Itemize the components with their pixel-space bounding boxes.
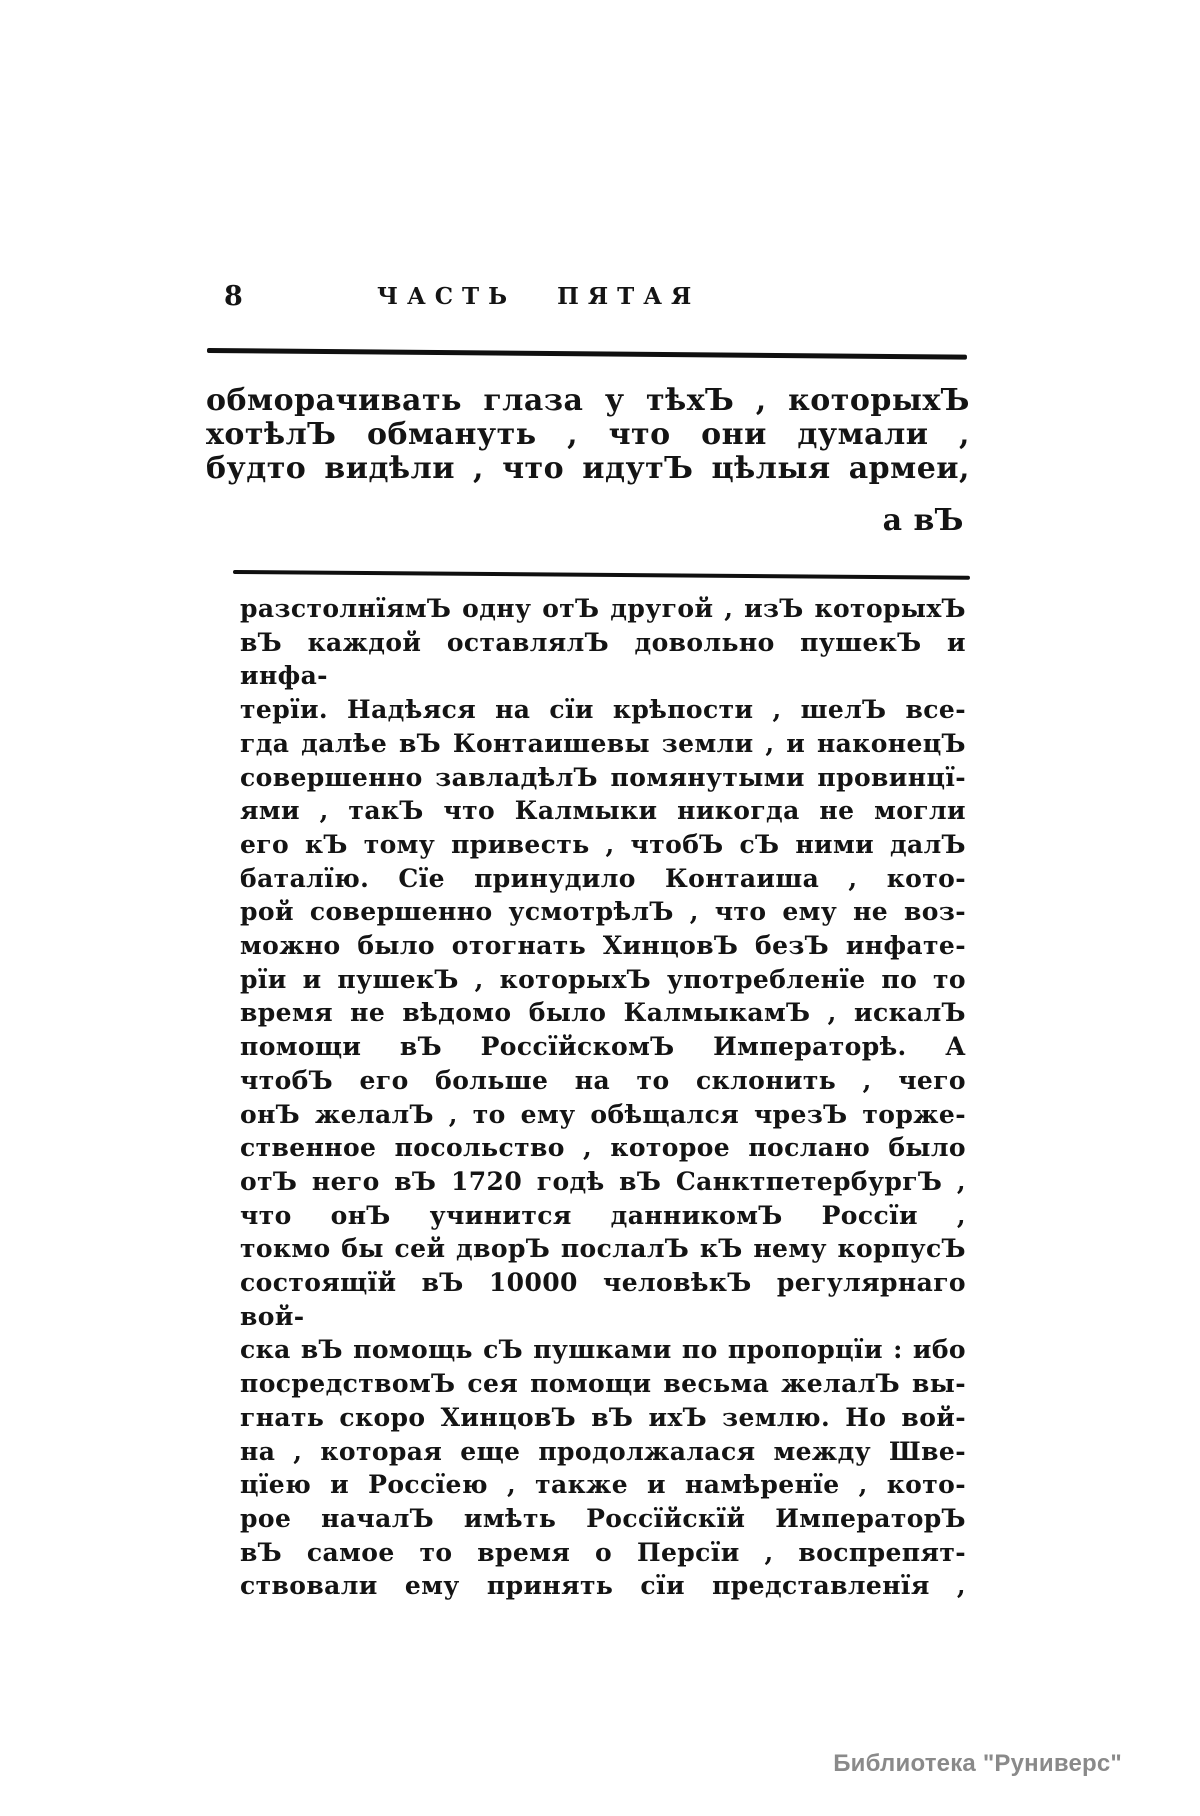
text-line: чтобЪ его больше на то склонить , чего — [240, 1065, 966, 1095]
catchword-line: а вЪ — [882, 503, 964, 538]
text-line: время не вѣдомо было КалмыкамЪ , искалЪ — [240, 998, 966, 1028]
text-line: будто видѣли , что идутЪ цѣлыя армеи, — [206, 451, 970, 486]
text-line: вЪ каждой оставлялЪ довольно пушекЪ и инфа- — [240, 627, 966, 691]
text-line: рїи и пушекЪ , которыхЪ употребленїе по то — [240, 964, 966, 994]
text-line: можно было отогнать ХинцовЪ безЪ инфате- — [240, 931, 966, 961]
text-line: хотѣлЪ обмануть , что они думали , — [206, 417, 970, 452]
footnote-divider-rule — [233, 570, 970, 580]
text-line: ска вЪ помощь сЪ пушками по пропорцїи : ибо — [240, 1335, 966, 1365]
text-line: гнать скоро ХинцовЪ вЪ ихЪ землю. Но вой- — [240, 1402, 966, 1432]
text-line: вЪ самое то время о Персїи , воспрепят- — [240, 1537, 966, 1567]
text-line: цїею и Россїею , также и намѣренїе , кото- — [240, 1470, 966, 1500]
text-line: онЪ желалЪ , то ему обѣщался чрезЪ торже- — [240, 1099, 966, 1129]
text-line: ственное посольство , которое послано было — [240, 1133, 966, 1163]
text-line: помощи вЪ РоссїйскомЪ Императорѣ. А — [240, 1032, 966, 1062]
text-line: терїи. Надѣяся на сїи крѣпости , шелЪ все- — [240, 695, 966, 725]
text-line: его кЪ тому привесть , чтобЪ сЪ ними далЪ — [240, 829, 966, 859]
text-line: токмо бы сей дворЪ послалЪ кЪ нему корпусЪ — [240, 1234, 966, 1264]
text-line: совершенно завладѣлЪ помянутыми провинцї- — [240, 762, 966, 792]
header-divider-rule — [207, 348, 967, 360]
main-text-block — [206, 384, 970, 486]
text-line: обморачивать глаза у тѣхЪ , которыхЪ — [206, 383, 970, 418]
text-line: гда далѣе вЪ Контаишевы земли , и наконецЪ — [240, 728, 966, 758]
text-line: посредствомЪ сея помощи весьма желалЪ вы- — [240, 1369, 966, 1399]
text-line: ями , такЪ что Калмыки никогда не могли — [240, 796, 966, 826]
running-head-part-title: ЧАСТЬ ПЯТАЯ — [377, 283, 701, 310]
text-line: на , которая еще продолжалася между Шве- — [240, 1436, 966, 1466]
footnote-block — [240, 592, 966, 1603]
text-line: баталїю. Сїе принудило Контаиша , кото- — [240, 863, 966, 893]
text-line: рой совершенно усмотрѣлЪ , что ему не воз- — [240, 897, 966, 927]
library-watermark: Библиотека "Руниверс" — [833, 1750, 1122, 1777]
text-line: рое началЪ имѣть Россїйскїй ИмператорЪ — [240, 1503, 966, 1533]
text-line: ствовали ему принять сїи представленїя , — [240, 1571, 966, 1601]
text-line: отЪ него вЪ 1720 годѣ вЪ СанктпетербургЪ , — [240, 1166, 966, 1196]
page-number: 8 — [224, 281, 244, 312]
text-line: состоящїй вЪ 10000 человѣкЪ регулярнаго вой- — [240, 1268, 966, 1331]
text-line: разстолнїямЪ одну отЪ другой , изЪ которыхЪ — [240, 594, 966, 623]
text-line: что онЪ учинится данникомЪ Россїи , — [240, 1200, 966, 1230]
